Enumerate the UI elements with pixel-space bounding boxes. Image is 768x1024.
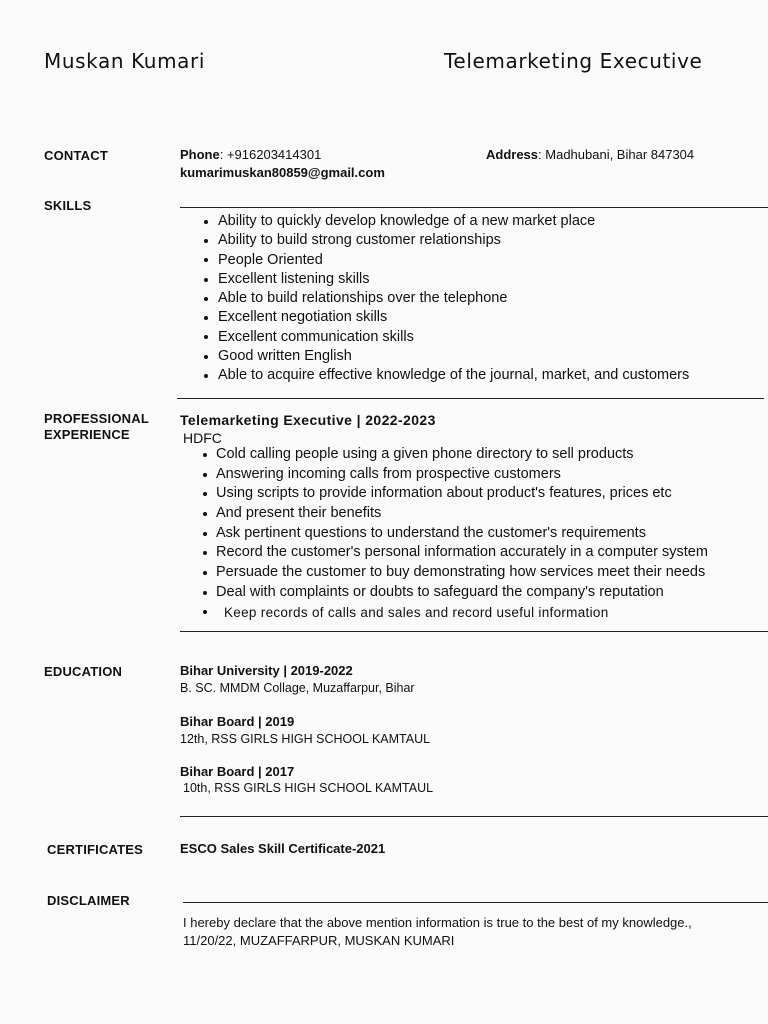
- section-label-education: EDUCATION: [44, 664, 123, 679]
- experience-duties-list: [180, 445, 708, 622]
- experience-company: HDFC: [183, 430, 222, 446]
- duty-item: Ask pertinent questions to understand the customer's requirements: [180, 524, 708, 544]
- skill-item: Excellent communication skills: [180, 328, 689, 347]
- section-label-experience-line2: EXPERIENCE: [44, 427, 130, 442]
- education-detail: B. SC. MMDM Collage, Muzaffarpur, Bihar: [180, 681, 415, 695]
- education-title: Bihar Board | 2017: [180, 764, 295, 779]
- duty-item: Record the customer's personal information accurately in a computer system: [180, 543, 708, 563]
- experience-bottom-divider: [180, 631, 768, 632]
- disclaimer-statement: I hereby declare that the above mention information is true to the best of my knowledge.,: [183, 915, 692, 930]
- skill-item: Ability to build strong customer relationships: [180, 231, 689, 250]
- section-label-contact: CONTACT: [44, 148, 108, 163]
- address-label: Address: [486, 147, 539, 162]
- skills-bottom-divider: [177, 398, 764, 399]
- phone-label: Phone: [180, 147, 220, 162]
- certificate-item: ESCO Sales Skill Certificate-2021: [180, 841, 386, 856]
- education-bottom-divider: [180, 816, 768, 817]
- disclaimer-signature-line: 11/20/22, MUZAFFARPUR, MUSKAN KUMARI: [183, 933, 455, 948]
- skill-item: Good written English: [180, 347, 689, 366]
- duty-item: Using scripts to provide information about product's features, prices etc: [180, 484, 708, 504]
- section-label-certificates: CERTIFICATES: [47, 842, 144, 857]
- contact-email: kumarimuskan80859@gmail.com: [180, 165, 385, 180]
- job-title-heading: Telemarketing Executive: [444, 49, 703, 73]
- skill-item: People Oriented: [180, 251, 689, 270]
- skill-item: Able to acquire effective knowledge of the journal, market, and customers: [180, 366, 689, 385]
- education-detail: 10th, RSS GIRLS HIGH SCHOOL KAMTAUL: [183, 781, 434, 795]
- section-label-experience-line1: PROFESSIONAL: [44, 411, 149, 426]
- section-label-disclaimer: DISCLAIMER: [47, 893, 130, 908]
- skill-item: Excellent negotiation skills: [180, 308, 689, 327]
- skill-item: Able to build relationships over the telephone: [180, 289, 689, 308]
- contact-phone: [180, 147, 321, 162]
- address-value: : Madhubani, Bihar 847304: [538, 147, 695, 162]
- experience-job-title: Telemarketing Executive | 2022-2023: [180, 412, 436, 428]
- education-title: Bihar Board | 2019: [180, 714, 295, 729]
- duty-item: Persuade the customer to buy demonstrating how services meet their needs: [180, 563, 708, 583]
- skills-top-divider: [180, 207, 768, 208]
- phone-value: : +916203414301: [219, 147, 322, 162]
- education-detail: 12th, RSS GIRLS HIGH SCHOOL KAMTAUL: [180, 732, 431, 746]
- section-label-skills: SKILLS: [44, 198, 92, 213]
- candidate-name: Muskan Kumari: [44, 49, 205, 73]
- duty-item: Keep records of calls and sales and record useful information: [180, 603, 708, 623]
- section-label-experience: [44, 411, 149, 443]
- duty-item: Answering incoming calls from prospective customers: [180, 465, 708, 485]
- contact-address: [486, 147, 694, 162]
- duty-item: Deal with complaints or doubts to safeguard the company's reputation: [180, 583, 708, 603]
- disclaimer-divider: [183, 902, 768, 903]
- skill-item: Excellent listening skills: [180, 270, 689, 289]
- skills-list: [180, 212, 689, 386]
- education-title: Bihar University | 2019-2022: [180, 663, 353, 678]
- skill-item: Ability to quickly develop knowledge of a new market place: [180, 212, 689, 231]
- duty-item: Cold calling people using a given phone directory to sell products: [180, 445, 708, 465]
- duty-item: And present their benefits: [180, 504, 708, 524]
